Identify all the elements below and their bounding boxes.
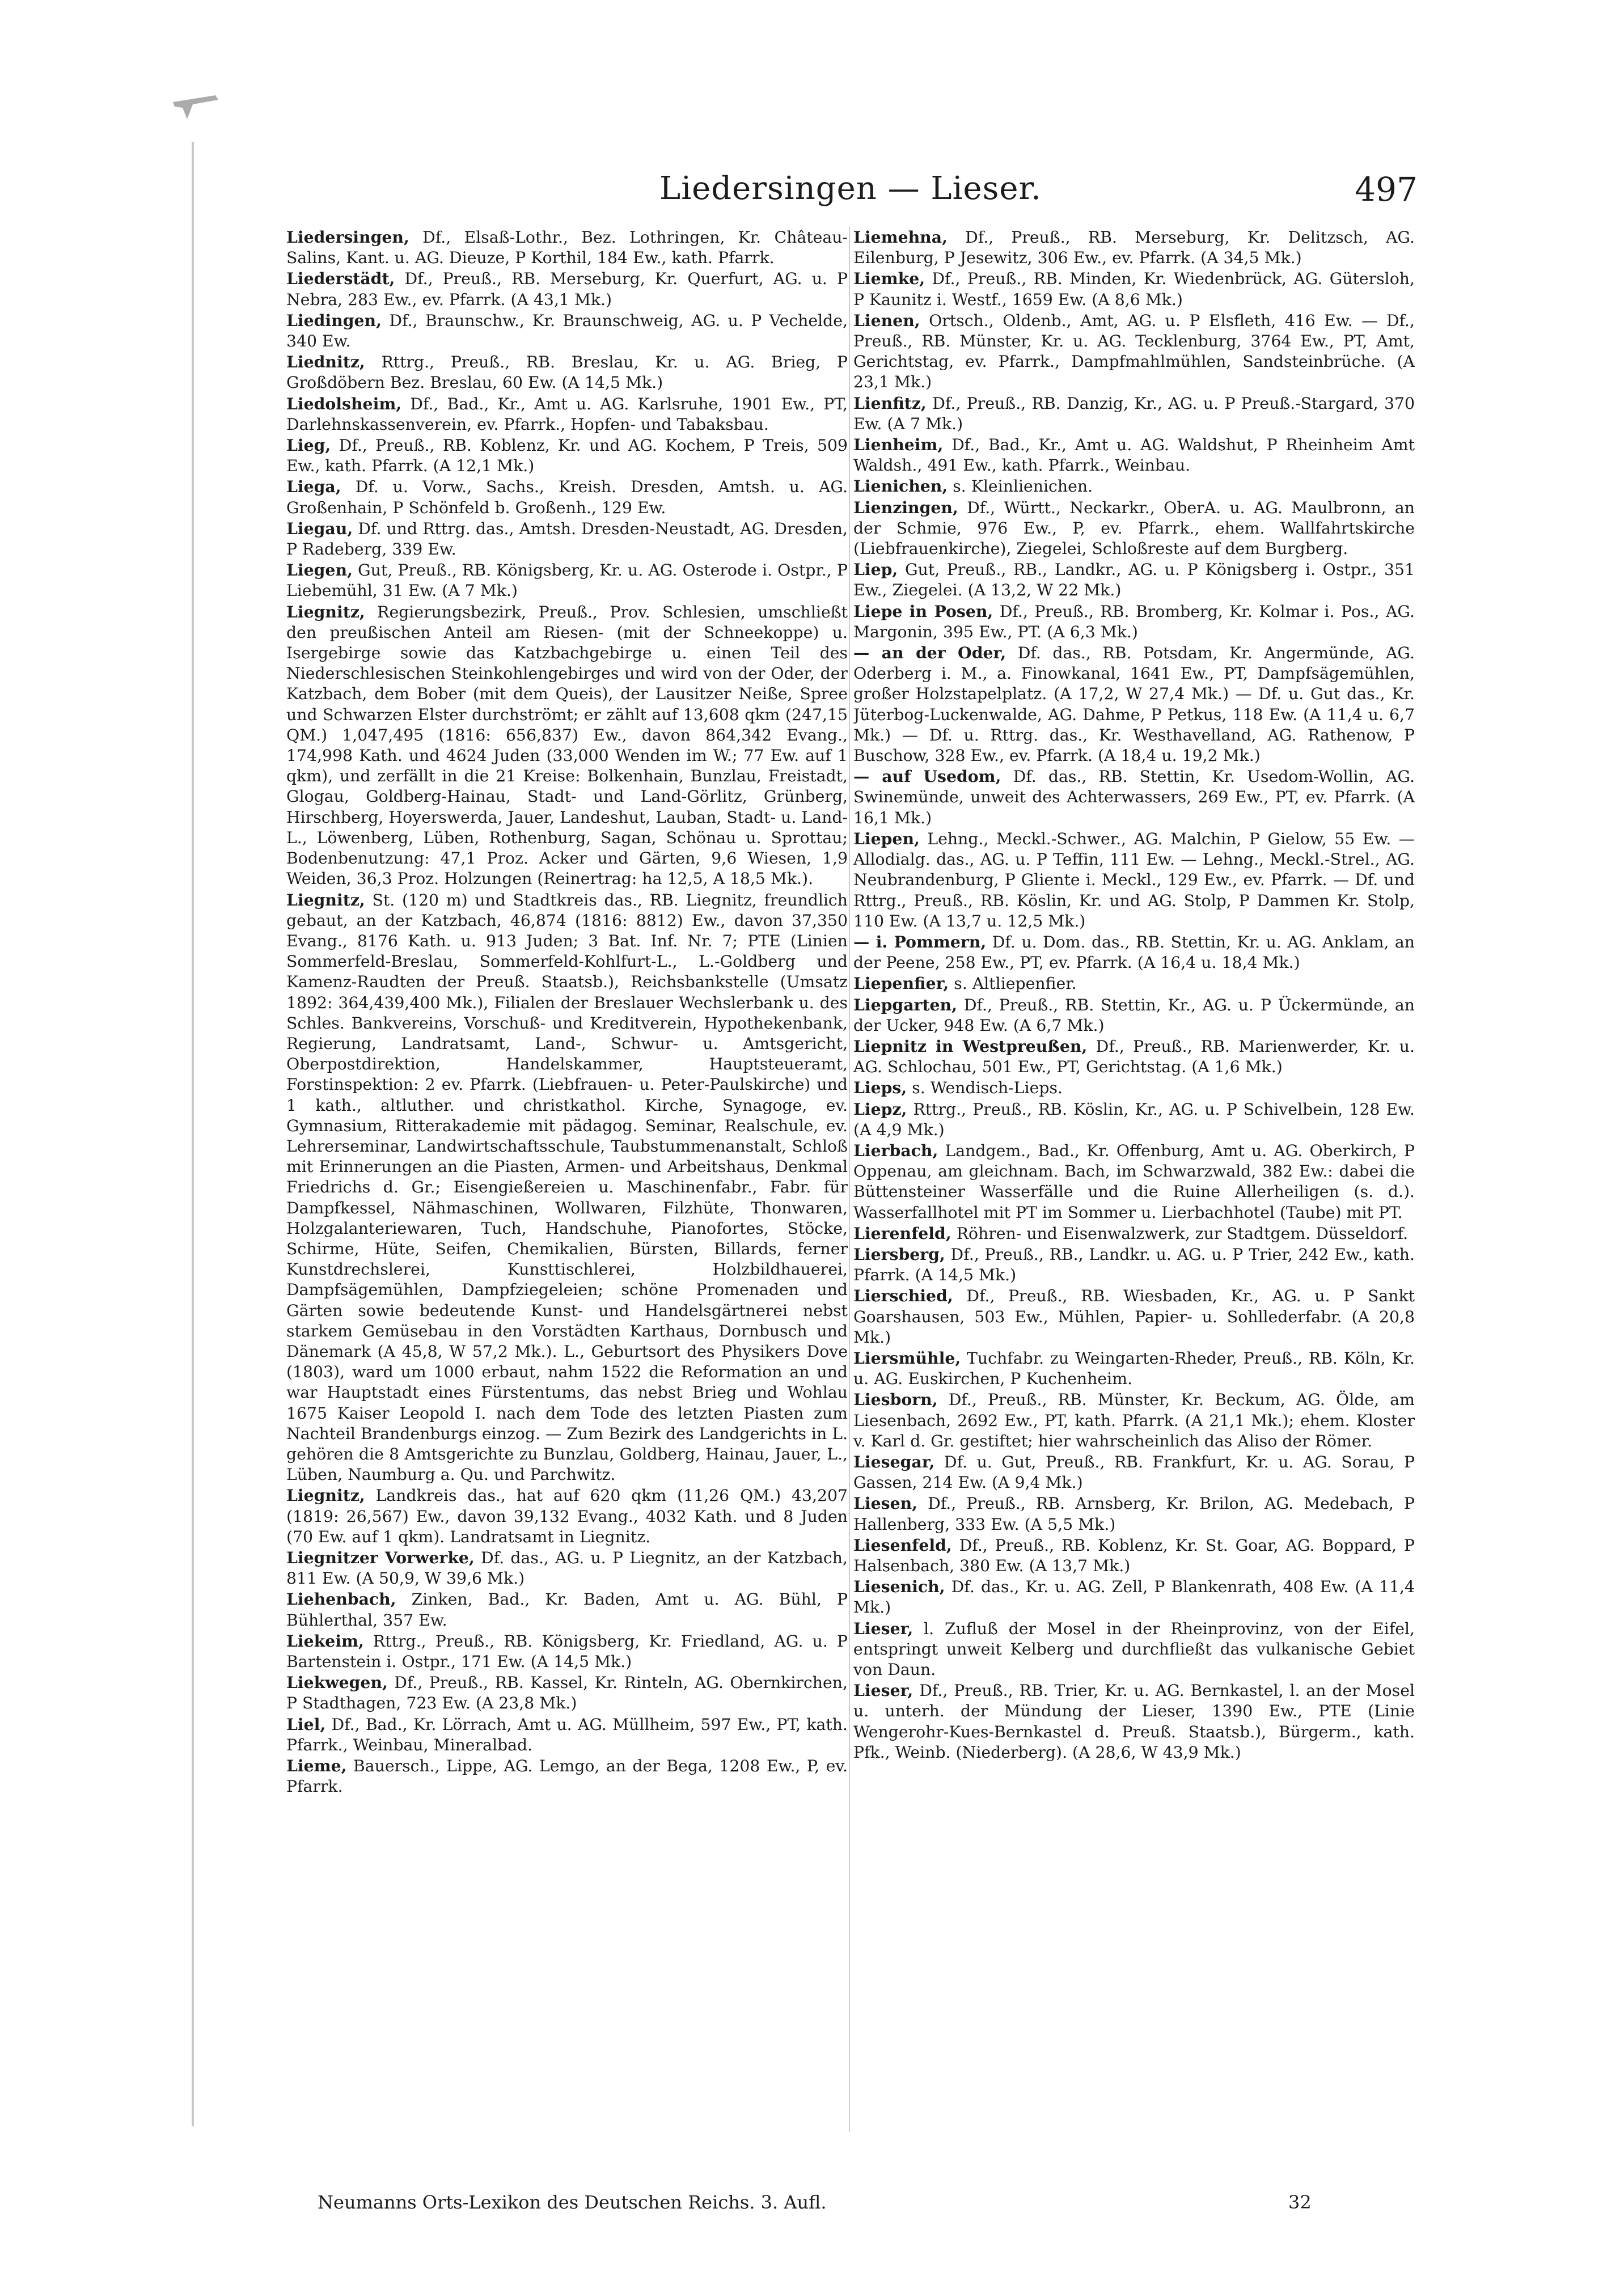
dictionary-entry (286, 268, 848, 310)
dictionary-entry (853, 1244, 1415, 1285)
entry-headword: Lienen, (853, 310, 920, 330)
entry-headword: Liehenbach, (286, 1589, 396, 1609)
dictionary-entry (853, 995, 1415, 1036)
entry-headword: Liednitz, (286, 352, 365, 372)
entry-text: Df. das., RB. Stettin, Kr. Usedom-Wollin, AG. Swinemünde, unweit des Achterwassers, 269 Ew., PT, ev. Pfarrk. (A 16,1 Mk.) (853, 767, 1415, 827)
dictionary-entry (286, 476, 848, 518)
entry-text: Df., Braunschw., Kr. Braunschweig, AG. u. P Vechelde, 340 Ew. (286, 311, 848, 351)
entry-text: Df., Preuß., RB. Koblenz, Kr. St. Goar, AG. Boppard, P Halsenbach, 380 Ew. (A 13,7 Mk.) (853, 1535, 1415, 1575)
entry-headword: Lieser, (853, 1618, 914, 1638)
entry-headword: Liegau, (286, 518, 353, 538)
entry-headword: Lierschied, (853, 1286, 953, 1306)
dictionary-entry (286, 518, 848, 560)
entry-headword: Liekwegen, (286, 1673, 388, 1693)
entry-text: l. Zufluß der Mosel in der Rheinprovinz, von der Eifel, entspringt unweit Kelberg und durchfließt das vulkanische Gebiet von Daun. (853, 1619, 1415, 1679)
entry-text: Landgem., Bad., Kr. Offenburg, Amt u. AG. Oberkirch, P Oppenau, am gleichnam. Bach, im Schwarzwald, 382 Ew.: dabei die Büttensteiner Wasserfälle und die Ruine Allerheiligen (s. d.). Wasserfallhotel mit PT im Sommer u. Lierbachhotel (Taube) mit PT. (853, 1141, 1415, 1222)
dictionary-entry (853, 497, 1415, 560)
binding-edge (192, 142, 194, 2126)
entry-headword: Liepen, (853, 828, 920, 848)
entry-headword: Lienfitz, (853, 393, 927, 413)
dictionary-entry (853, 310, 1415, 393)
entry-text: Tuchfabr. zu Weingarten-Rheder, Preuß., RB. Köln, Kr. u. AG. Euskirchen, P Kuchenheim. (853, 1348, 1415, 1389)
entry-text: Df. das., Kr. u. AG. Zell, P Blankenrath, 408 Ew. (A 11,4 Mk.) (853, 1577, 1415, 1617)
entry-text: s. Wendisch-Lieps. (907, 1078, 1063, 1098)
entry-text: St. (120 m) und Stadtkreis das., RB. Liegnitz, freundlich gebaut, an der Katzbach, 46,874 (1816: 8812) Ew., davon 37,350 Evang., 8176 Kath. u. 913 Juden; 3 Bat. Inf. Nr. 7; PTE (Linien Sommerfeld-Breslau, Sommerfeld-Kohlfurt-L., L.-Goldberg und Kamenz-Raudten der Preuß. Staatsb.), Reichsbankstelle (Umsatz 1892: 364,439,400 Mk.), Filialen der Breslauer Wechslerbank u. des Schles. Bankvereins, Vorschuß- und Kreditverein, Hypothekenbank, Regierung, Landratsamt, Land-, Schwur- u. Amtsgericht, Oberpostdirektion, Handelskammer, Hauptsteueramt, Forstinspektion: 2 ev. Pfarrk. (Liebfrauen- u. Peter-Paulskirche) und 1 kath., altluther. und christkathol. Kirche, Synagoge, ev. Gymnasium, Ritterakademie mit pädagog. Seminar, Realschule, ev. Lehrerseminar, Landwirtschaftsschule, Taubstummenanstalt, Schloß mit Erinnerungen an die Piasten, Armen- und Arbeitshaus, Denkmal Friedrichs d. Gr.; Eisengießereien u. Maschinenfabr., Fabr. für Dampfkessel, Nähmaschinen, Wollwaren, Filzhüte, Thonwaren, Holzgalanteriewaren, Tuch, Handschuhe, Pianofortes, Stöcke, Schirme, Hüte, Seifen, Chemikalien, Bürsten, Billards, ferner Kunstdrechslerei, Kunsttischlerei, Holzbildhauerei, Dampfsägemühlen, Dampfziegeleien; schöne Promenaden und Gärten sowie bedeutende Kunst- und Handelsgärtnerei nebst starkem Gemüsebau in den Vorstädten Karthaus, Dornbusch und Dänemark (A 45,8, W 57,2 Mk.). L., Geburtsort des Physikers Dove (1803), ward um 1000 erbaut, nahm 1522 die Reformation an und war Hauptstadt eines Fürstentums, das nebst Brieg und Wohlau 1675 Kaiser Leopold I. nach dem Tode des letzten Piasten zum Nachteil Brandenburgs einzog. — Zum Bezirk des Landgerichts in L. gehören die 8 Amtsgerichte zu Bunzlau, Goldberg, Hainau, Jauer, L., Lüben, Naumburg a. Qu. und Parchwitz. (286, 890, 848, 1484)
entry-headword: Liesborn, (853, 1390, 938, 1410)
dictionary-entry (286, 352, 848, 393)
entry-headword: Lieme, (286, 1756, 347, 1776)
dictionary-entry (853, 1493, 1415, 1534)
entry-text: Df., Preuß., RB. Münster, Kr. Beckum, AG. Ölde, am Liesenbach, 2692 Ew., PT, kath. Pfarrk. (A 21,1 Mk.); ehem. Kloster v. Karl d. Gr. gestiftet; hier wahrscheinlich das Aliso der Römer. (853, 1390, 1415, 1450)
entry-headword: Liepe in Posen, (853, 601, 993, 621)
dictionary-entry (853, 1618, 1415, 1681)
entry-text: Df., Preuß., RB., Landkr. u. AG. u. P Trier, 242 Ew., kath. Pfarrk. (A 14,5 Mk.) (853, 1245, 1415, 1285)
dictionary-entry (286, 890, 848, 1486)
entry-text: Regierungsbezirk, Preuß., Prov. Schlesien, umschließt den preußischen Anteil am Riesen- (mit der Schneekoppe) u. Isergebirge sowie das Katzbachgebirge u. einen Teil des Niederschlesischen Steinkohlengebirges und wird von der Oder, der Katzbach, dem Bober (mit dem Queis), der Lausitzer Neiße, Spree und Schwarzen Elster durchströmt; er zählt auf 13,608 qkm (247,15 QM.) 1,047,495 (1816: 656,837) Ew., davon 864,342 Evang., 174,998 Kath. und 4624 Juden (33,000 Wenden im W.; 77 Ew. auf 1 qkm), und zerfällt in die 21 Kreise: Bolkenhain, Bunzlau, Freistadt, Glogau, Goldberg-Hainau, Stadt- und Land-Görlitz, Grünberg, Hirschberg, Hoyerswerda, Jauer, Landeshut, Lauban, Stadt- u. Land-L., Löwenberg, Lüben, Rothenburg, Sagan, Schönau u. Sprottau; Bodenbenutzung: 47,1 Proz. Acker und Gärten, 9,6 Wiesen, 1,9 Weiden, 36,3 Proz. Holzungen (Reinertrag: ha 12,5, A 18,5 Mk.). (286, 602, 848, 889)
entry-headword: Liegnitz, (286, 602, 365, 621)
dictionary-entry (286, 1631, 848, 1672)
entry-headword: Lieg, (286, 435, 331, 455)
entry-headword: Liekeim, (286, 1631, 364, 1651)
entry-text: Df., Preuß., RB. Kassel, Kr. Rinteln, AG. Obernkirchen, P Stadthagen, 723 Ew. (A 23,8 Mk.) (286, 1673, 848, 1713)
entry-text: Df. u. Dom. das., RB. Stettin, Kr. u. AG. Anklam, an der Peene, 258 Ew., PT, ev. Pfarrk. (A 16,4 u. 18,4 Mk.) (853, 932, 1415, 972)
entry-headword: Lieser, (853, 1681, 914, 1700)
signature-mark: 32 (1288, 2192, 1312, 2213)
entry-text: Landkreis das., hat auf 620 qkm (11,26 QM.) 43,207 (1819: 26,567) Ew., davon 39,132 Evang., 4032 Kath. und 8 Juden (70 Ew. auf 1 qkm). Landratsamt in Liegnitz. (286, 1486, 848, 1546)
entry-headword: Liesenfeld, (853, 1535, 952, 1555)
entry-headword: Liesen, (853, 1494, 918, 1513)
dictionary-entry (286, 602, 848, 890)
entry-headword: Liegnitz, (286, 1486, 365, 1505)
entry-headword: Liegnitzer Vorwerke, (286, 1548, 475, 1567)
left-column (286, 227, 848, 2177)
entry-text: Df., Preuß., RB. Marienwerder, Kr. u. AG. Schlochau, 501 Ew., PT, Gerichtstag. (A 1,6 Mk.) (853, 1036, 1415, 1077)
entry-headword: Liepenfier, (853, 974, 949, 993)
entry-text: Df., Preuß., RB. Minden, Kr. Wiedenbrück, AG. Gütersloh, P Kaunitz i. Westf., 1659 Ew. (A 8,6 Mk.) (853, 269, 1415, 309)
entry-headword: Liep, (853, 560, 898, 579)
dictionary-entry (286, 1672, 848, 1714)
dictionary-entry (286, 435, 848, 476)
entry-headword: Lienzingen, (853, 497, 958, 517)
dictionary-entry (853, 393, 1415, 434)
running-head: Liedersingen — Lieser. (659, 170, 1042, 207)
dictionary-entry (853, 828, 1415, 932)
entry-text: Df., Preuß., RB. Danzig, Kr., AG. u. P Preuß.-Stargard, 370 Ew. (A 7 Mk.) (853, 394, 1415, 433)
entry-headword: — an der Oder, (853, 643, 1006, 663)
column-divider (849, 227, 850, 2132)
entry-headword: Liepgarten, (853, 995, 957, 1014)
entry-text: Rttrg., Preuß., RB. Köslin, Kr., AG. u. P Schivelbein, 128 Ew. (A 4,9 Mk.) (853, 1099, 1415, 1139)
dictionary-entry (853, 476, 1415, 497)
entry-headword: Liegen, (286, 560, 353, 580)
entry-text: Df., Württ., Neckarkr., OberA. u. AG. Maulbronn, an der Schmie, 976 Ew., P, ev. Pfarrk., ehem. Wallfahrtskirche (Liebfrauenkirche), Ziegelei, Schloßreste auf dem Burgberg. (853, 498, 1415, 559)
footer-imprint: Neumanns Orts-Lexikon des Deutschen Reichs. 3. Aufl. (318, 2192, 827, 2213)
dictionary-entry (853, 1535, 1415, 1576)
entry-text: s. Altliepenfier. (949, 974, 1077, 993)
entry-text: Rttrg., Preuß., RB. Breslau, Kr. u. AG. Brieg, P Großdöbern Bez. Breslau, 60 Ew. (A 14,5 Mk.) (286, 353, 848, 392)
dictionary-entry (286, 1547, 848, 1589)
dictionary-entry (286, 310, 848, 352)
entry-headword: Liersmühle, (853, 1348, 961, 1368)
entry-text: Lehng., Meckl.-Schwer., AG. Malchin, P Gielow, 55 Ew. — Allodialg. das., AG. u. P Teffin, 111 Ew. — Lehng., Meckl.-Strel., AG. Neubrandenburg, P Gliente i. Meckl., 129 Ew., ev. Pfarrk. — Df. und Rttrg., Preuß., RB. Köslin, Kr. und AG. Stolp, P Dammen Kr. Stolp, 110 Ew. (A 13,7 u. 12,5 Mk.) (853, 829, 1415, 930)
entry-headword: Lierenfeld, (853, 1223, 951, 1243)
entry-text: Bauersch., Lippe, AG. Lemgo, an der Bega, 1208 Ew., P, ev. Pfarrk. (286, 1757, 848, 1796)
dictionary-entry (853, 601, 1415, 642)
entry-headword: Liepnitz in Westpreußen, (853, 1036, 1088, 1056)
entry-headword: Liegnitz, (286, 890, 365, 909)
entry-text: Röhren- und Eisenwalzwerk, zur Stadtgem. Düsseldorf. (951, 1224, 1409, 1243)
entry-headword: Liersberg, (853, 1244, 945, 1264)
dictionary-entry (853, 1680, 1415, 1763)
dictionary-entry (853, 434, 1415, 476)
dictionary-entry (853, 227, 1415, 268)
entry-text: Df., Elsaß-Lothr., Bez. Lothringen, Kr. Château-Salins, Kant. u. AG. Dieuze, P Korthil, 184 Ew., kath. Pfarrk. (286, 228, 848, 268)
entry-headword: Liepz, (853, 1099, 907, 1119)
entry-text: Df., Preuß., RB. Merseburg, Kr. Querfurt, AG. u. P Nebra, 283 Ew., ev. Pfarrk. (A 43,1 Mk.) (286, 269, 848, 309)
entry-text: Df., Preuß., RB. Arnsberg, Kr. Brilon, AG. Medebach, P Hallenberg, 333 Ew. (A 5,5 Mk.) (853, 1494, 1415, 1534)
right-column (853, 227, 1415, 2177)
entry-text: Df., Preuß., RB. Bromberg, Kr. Kolmar i. Pos., AG. Margonin, 395 Ew., PT. (A 6,3 Mk.) (853, 602, 1415, 641)
dictionary-entry (853, 766, 1415, 828)
entry-headword: — i. Pommern, (853, 932, 987, 951)
dictionary-entry (286, 1485, 848, 1547)
entry-headword: Lieps, (853, 1078, 907, 1098)
entry-headword: Liedingen, (286, 310, 382, 330)
entry-headword: Liesegar, (853, 1452, 935, 1471)
page-number: 497 (1355, 170, 1418, 209)
dictionary-entry (853, 642, 1415, 766)
entry-headword: Liemke, (853, 269, 925, 289)
dictionary-entry (853, 1348, 1415, 1389)
dictionary-entry (853, 1576, 1415, 1618)
entry-text: Df., Preuß., RB. Wiesbaden, Kr., AG. u. P Sankt Goarshausen, 503 Ew., Mühlen, Papier- u. Sohllederfabr. (A 20,8 Mk.) (853, 1287, 1415, 1347)
entry-text: Df. u. Gut, Preuß., RB. Frankfurt, Kr. u. AG. Sorau, P Gassen, 214 Ew. (A 9,4 Mk.) (853, 1452, 1415, 1492)
entry-text: Ortsch., Oldenb., Amt, AG. u. P Elsfleth, 416 Ew. — Df., Preuß., RB. Münster, Kr. u. AG. Tecklenburg, 3764 Ew., PT, Amt, Gerichtstag, ev. Pfarrk., Dampfmahlmühlen, Sandsteinbrüche. (A 23,1 Mk.) (853, 311, 1415, 392)
entry-text: Df. das., AG. u. P Liegnitz, an der Katzbach, 811 Ew. (A 50,9, W 39,6 Mk.) (286, 1549, 848, 1588)
dictionary-entry (853, 1223, 1415, 1244)
dictionary-entry (853, 1077, 1415, 1098)
dictionary-entry (853, 1389, 1415, 1452)
dictionary-entry (286, 560, 848, 601)
entry-headword: Lierbach, (853, 1140, 938, 1160)
entry-text: Df. das., RB. Potsdam, Kr. Angermünde, AG. Oderberg i. M., a. Finowkanal, 1641 Ew., PT, Dampfsägemühlen, großer Holzstapelplatz. (A 17,2, W 27,4 Mk.) — Df. u. Gut das., Kr. Jüterbog-Luckenwalde, AG. Dahme, P Petkus, 118 Ew. (A 11,4 u. 6,7 Mk.) — Df. u. Rttrg. das., Kr. Westhavelland, AG. Rathenow, P Buschow, 328 Ew., ev. Pfarrk. (A 18,4 u. 19,2 Mk.) (853, 644, 1415, 765)
entry-text: Zinken, Bad., Kr. Baden, Amt u. AG. Bühl, P Bühlerthal, 357 Ew. (286, 1590, 848, 1630)
entry-headword: Liega, (286, 477, 341, 497)
page-header (284, 170, 1418, 221)
dictionary-entry (853, 559, 1415, 600)
entry-text: Df. und Rttrg. das., Amtsh. Dresden-Neustadt, AG. Dresden, P Radeberg, 339 Ew. (286, 519, 848, 559)
entry-text: Rttrg., Preuß., RB. Königsberg, Kr. Friedland, AG. u. P Bartenstein i. Ostpr., 171 Ew. (A 14,5 Mk.) (286, 1631, 848, 1672)
dictionary-entry (853, 932, 1415, 973)
dictionary-entry (853, 1036, 1415, 1077)
dictionary-entry (286, 1589, 848, 1630)
dictionary-entry (853, 1285, 1415, 1348)
entry-text: Df., Preuß., RB. Stettin, Kr., AG. u. P Ückermünde, an der Ucker, 948 Ew. (A 6,7 Mk.) (853, 995, 1415, 1035)
dictionary-entry (286, 1755, 848, 1797)
entry-headword: Lienichen, (853, 476, 948, 496)
dictionary-entry (853, 1099, 1415, 1140)
binding-mark-icon (170, 85, 221, 136)
dictionary-entry (286, 394, 848, 435)
entry-text: s. Kleinlienichen. (948, 477, 1093, 496)
entry-headword: Lienheim, (853, 435, 944, 455)
dictionary-entry (286, 1714, 848, 1755)
entry-text: Df., Preuß., RB. Merseburg, Kr. Delitzsch, AG. Eilenburg, P Jesewitz, 306 Ew., ev. Pfarrk. (A 34,5 Mk.) (853, 228, 1415, 268)
entry-headword: Liedolsheim, (286, 394, 402, 413)
entry-headword: Liel, (286, 1714, 326, 1734)
entry-headword: Liederstädt, (286, 269, 395, 289)
entry-headword: Liedersingen, (286, 227, 409, 247)
dictionary-entry (853, 1140, 1415, 1223)
entry-text: Df., Preuß., RB. Trier, Kr. u. AG. Bernkastel, l. an der Mosel u. unterh. der Mündung der Lieser, 1390 Ew., PTE (Linie Wengerohr-Kues-Bernkastel d. Preuß. Staatsb.), Bürgerm., kath. Pfk., Weinb. (Niederberg). (A 28,6, W 43,9 Mk.) (853, 1681, 1415, 1762)
entry-headword: Liesenich, (853, 1577, 945, 1597)
entry-text: Df., Bad., Kr. Lörrach, Amt u. AG. Müllheim, 597 Ew., PT, kath. Pfarrk., Weinbau, Mineralbad. (286, 1715, 848, 1754)
entry-text: Df., Preuß., RB. Koblenz, Kr. und AG. Kochem, P Treis, 509 Ew., kath. Pfarrk. (A 12,1 Mk.) (286, 436, 848, 476)
entry-text: Gut, Preuß., RB. Königsberg, Kr. u. AG. Osterode i. Ostpr., P Liebemühl, 31 Ew. (A 7 Mk.) (286, 561, 848, 600)
dictionary-entry (853, 268, 1415, 310)
entry-headword: — auf Usedom, (853, 767, 1001, 786)
dictionary-entry (286, 227, 848, 268)
dictionary-entry (853, 973, 1415, 994)
entry-text: Df., Bad., Kr., Amt u. AG. Waldshut, P Rheinheim Amt Waldsh., 491 Ew., kath. Pfarrk., Weinbau. (853, 435, 1415, 475)
entry-headword: Liemehna, (853, 227, 948, 247)
entry-text: Gut, Preuß., RB., Landkr., AG. u. P Königsberg i. Ostpr., 351 Ew., Ziegelei. (A 13,2, W 22 Mk.) (853, 560, 1415, 600)
dictionary-entry (853, 1452, 1415, 1493)
entry-text: Df., Bad., Kr., Amt u. AG. Karlsruhe, 1901 Ew., PT, Darlehnskassenverein, ev. Pfarrk., Hopfen- und Tabaksbau. (286, 394, 848, 434)
entry-text: Df. u. Vorw., Sachs., Kreish. Dresden, Amtsh. u. AG. Großenhain, P Schönfeld b. Großenh., 129 Ew. (286, 477, 848, 517)
